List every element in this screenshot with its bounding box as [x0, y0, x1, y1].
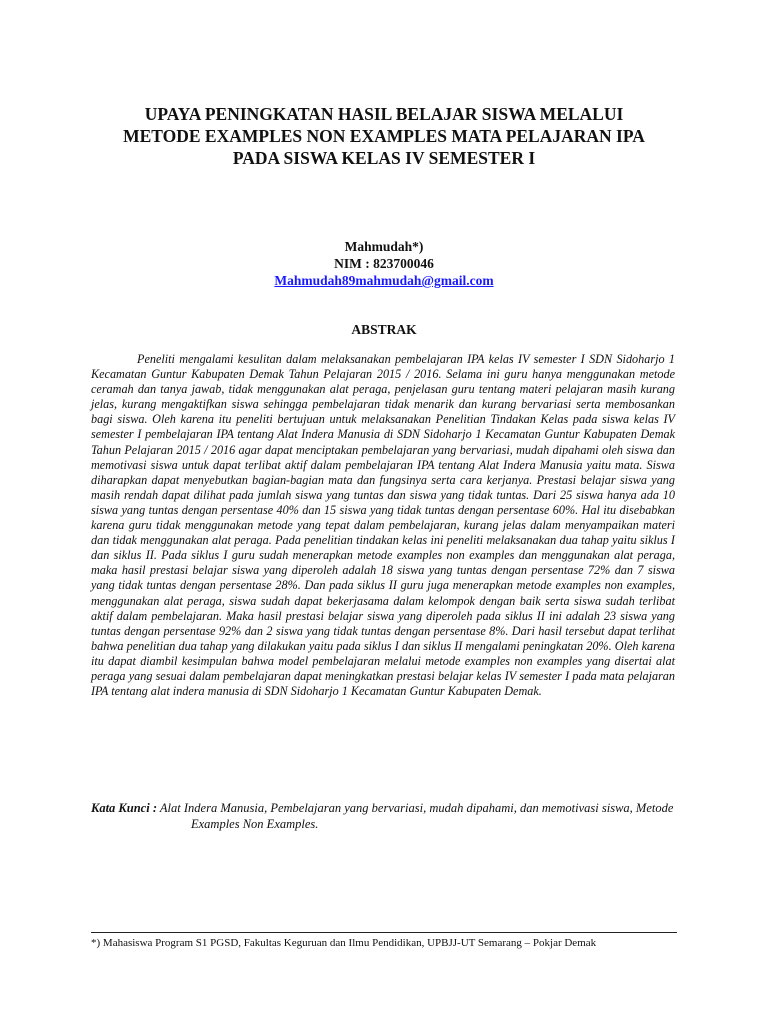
author-block [84, 238, 684, 289]
footnote: *) Mahasiswa Program S1 PGSD, Fakultas Keguruan dan Ilmu Pendidikan, UPBJJ-UT Semarang – Pokjar Demak [91, 937, 597, 949]
author-nim: NIM : 823700046 [334, 256, 434, 271]
title-line-2: METODE EXAMPLES NON EXAMPLES MATA PELAJARAN IPA [123, 126, 645, 146]
author-email-link[interactable]: Mahmudah89mahmudah@gmail.com [274, 273, 494, 288]
keywords-label: Kata Kunci : [91, 801, 157, 815]
abstract-heading: ABSTRAK [351, 322, 417, 337]
author-name: Mahmudah*) [344, 239, 424, 254]
keywords-text: Alat Indera Manusia, Pembelajaran yang bervariasi, mudah dipahami, dan memotivasi siswa, Metode Examples Non Examples. [159, 801, 674, 831]
title-line-1: UPAYA PENINGKATAN HASIL BELAJAR SISWA MELALUI [144, 104, 624, 124]
footnote-divider [91, 932, 677, 933]
title-line-3: PADA SISWA KELAS IV SEMESTER I [232, 148, 536, 168]
paper-title [90, 103, 678, 169]
abstract-body: Peneliti mengalami kesulitan dalam melaksanakan pembelajaran IPA kelas IV semester I SDN Sidoharjo 1 Kecamatan Guntur Kabupaten Demak Tahun Pelajaran 2015 / 2016. Selama ini guru hanya menggunakan metode ceramah dan tanya jawab, tidak menggunakan alat peraga, penjelasan guru tentang materi pelajaran masih kurang jelas, kurang mengaktifkan siswa sehingga pembelajaran tidak menarik dan kurang bervariasi serta membosankan bagi siswa. Oleh karena itu peneliti bertujuan untuk melaksanakan Penelitian Tindakan Kelas pada siswa kelas IV semester I pembelajaran IPA tentang Alat Indera Manusia di SDN Sidoharjo 1 Kecamatan Guntur Kabupaten Demak Tahun Pelajaran 2015 / 2016 agar dapat menciptakan pembelajaran yang bervariasi, mudah dipahami oleh siswa dan memotivasi siswa untuk dapat terlibat aktif dalam pembelajaran IPA tentang Alat Indera Manusia yaitu mata. Siswa diharapkan dapat menyebutkan bagian-bagian mata dan fungsinya serta cara kerjanya. Prestasi belajar siswa yang masih rendah dapat dilihat pada jumlah siswa yang tuntas dan siswa yang tidak tuntas. Dari 25 siswa hanya ada 10 siswa yang tuntas dengan persentase 40% dan 15 siswa yang tidak tuntas dengan persentase 60%. Hal itu disebabkan karena guru tidak menggunakan metode yang tepat dalam pembelajaran, kurang jelas dalam menyampaikan materi dan tidak menggunakan alat peraga. Pada penelitian tindakan kelas ini peneliti melaksanakan dua tahap yaitu siklus I dan siklus II. Pada siklus I guru sudah menerapkan metode examples non examples dan menggunakan alat peraga, maka hasil prestasi belajar siswa yang diperoleh adalah 18 siswa yang tuntas dengan persentase 72% dan 7 siswa yang tidak tuntas dengan persentase 28%. Dan pada siklus II guru juga menerapkan metode examples non examples, menggunakan alat peraga, siswa sudah dapat bekerjasama dalam kelompok dengan baik serta siswa sudah terlibat aktif dalam pembelajaran. Maka hasil prestasi belajar siswa yang diperoleh pada siklus II ini adalah 23 siswa yang tuntas dengan persentase 92% dan 2 siswa yang tidak tuntas dengan persentase 8%. Dari hasil tersebut dapat terlihat bahwa penelitian dua tahap yang dilakukan yaitu pada siklus I dan siklus II mengalami peningkatan 20%. Oleh karena itu dapat diambil kesimpulan bahwa model pembelajaran melalui metode examples non examples yang disertai alat peraga yang sesuai dalam pembelajaran dapat meningkatkan prestasi belajar kelas IV semester I pada mata pelajaran IPA tentang alat indera manusia di SDN Sidoharjo 1 Kecamatan Guntur Kabupaten Demak. [91, 352, 675, 699]
keywords [91, 800, 679, 832]
